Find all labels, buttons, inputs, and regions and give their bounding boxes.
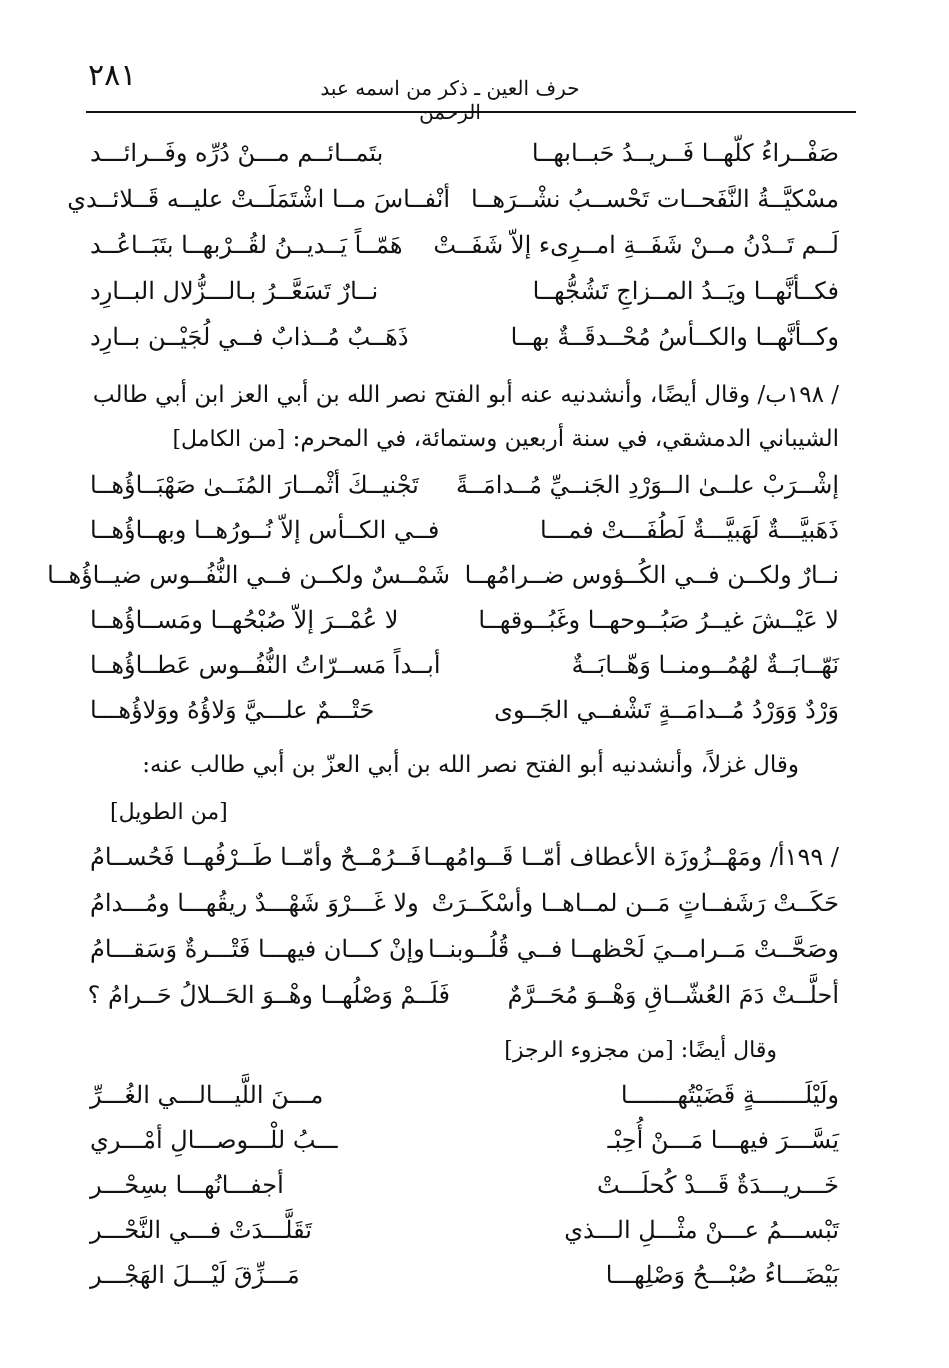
verse-right: لَــم تَــدْنُ مــنْ شَفَــةِ امــرِىء إلاّ شَفَــتْ	[433, 231, 839, 259]
verse-left: ذَهَــبٌ مُــذابٌ فــي لُجَيْــن بــارِد	[90, 323, 409, 351]
verse-right: ولَيْلَـــــــةٍ قَضَيْتُهـــــــا	[620, 1081, 839, 1109]
verse-right: يَسَّـــرَ فيهـــا مَـــنْ أُحِبْـ	[607, 1126, 839, 1154]
verse-left: تَقَلَّـــدَتْ فـــي النَّحْـــر	[90, 1216, 312, 1244]
verse-right: / ١٩٩أ/ ومَهْــزُوزَة الأعطاف أمّــا قَــوامُهــا	[423, 843, 839, 871]
verse-left: أجفـــانُهـــا بسِحْـــر	[90, 1171, 284, 1199]
meter-label: [من الكامل]	[172, 427, 286, 452]
verse-left: حَتْـــمٌ علـــيَّ وَلاؤُهُ ووَلاؤُهـــا	[90, 696, 375, 724]
verse-right: وكــأنَّهــا والكــأسُ مُحْــدقَــةٌ بهــا	[510, 323, 839, 351]
verse-left: ـــبُ للْـــوصـــالِ أمْـــري	[90, 1126, 338, 1154]
verse-left: مـــنَ اللَّيـــالـــي الغُـــرِّ	[90, 1081, 324, 1109]
verse-right: مسْكيَّــةُ النَّفَحــات تَحْســبُ نشْــرَهــا	[470, 185, 839, 213]
verse-left: نــارٌ تَسَعَّــرُ بـالـــزُّلال البــارِد	[90, 277, 379, 305]
verse-right: وصَحَّــتْ مَــرامــيَ لَحْظهــا فــي قُلُــوبنــا	[428, 935, 839, 963]
verse-right: فكــأنَّهــا ويَــدُ المــزاجِ تَشُجُّهــا	[532, 277, 839, 305]
verse-right: نَهّــابَــةٌ لهُمُــومنــا وَهّــابَــةٌ	[571, 651, 839, 679]
verse-right: ذَهَبيَّـــةٌ لَهَبيَّـــةٌ لَطُفَـــتْ فمـــا	[539, 516, 839, 544]
verse-left: فَلَــمْ وَصْلُهــا وهْــوَ الحَــلالُ حَــرامُ ؟	[87, 981, 450, 1009]
verse-right: خَـــريـــدَةٌ قَـــدْ كُحلَـــتْ	[596, 1171, 839, 1199]
prose-line	[94, 416, 839, 462]
meter-label: [من مجزوء الرجز]	[504, 1038, 674, 1063]
verse-left: ولا غَـــرْوَ شَهْـــدٌ ريقُهـــا ومُـــدامُ	[90, 889, 419, 917]
running-head: حرف العين ـ ذكر من اسمه عبد الرحمن	[320, 76, 580, 124]
verse-right: وَرْدٌ وَوَرْدُ مُــدامَــةٍ تَشْفــي الجَــوى	[494, 696, 839, 724]
verse-left: شَمْــسٌ ولكــن فــي النُّفُــوس ضيــاؤُهــا	[47, 561, 450, 589]
verse-left: بتَمــائــم مـــنْ دُرِّه وفَــرائـــد	[90, 139, 384, 167]
verse-right: تَبْســـمُ عـــنْ مثْـــلِ الـــذي	[564, 1216, 839, 1244]
prose-text: وقال أيضًا:	[680, 1038, 777, 1063]
verse-left: وإنْ كـــان فيهـــا فَتْـــرةٌ وَسَقـــامُ	[90, 935, 425, 963]
verse-right: حَكَــتْ رَشَفــاتٍ مَــن لمــاهــا وأسْكَــرَتْ	[431, 889, 839, 917]
verse-left: فــي الكــأس إلاّ نُــورُهــا وبهــاؤُهــا	[90, 516, 440, 544]
verse-left: مَـــزِّقَ لَيْـــلَ الهَجْـــر	[90, 1261, 300, 1289]
prose-line	[504, 1028, 777, 1074]
verse-left: فَــرُمْــحٌ وأمّــا طَــرْفُهــا فَحُســامُ	[90, 843, 422, 871]
verse-right: صَفْــراءُ كلّهــا فَــريــدُ حَبــابهــا	[531, 139, 839, 167]
verse-left: لا عُمْــرَ إلاّ صُبْحُهــا ومَســاؤُهــا	[90, 606, 399, 634]
verse-right: أحلَّــتْ دَمَ العُشّــاقِ وَهْــوَ مُحَــرَّمٌ	[507, 981, 839, 1009]
verse-left: تَجْنيــكَ أثْمــارَ المُنَــىٰ صَهْبَــاؤُهــا	[90, 471, 419, 499]
verse-right: إشْــرَبْ علــىٰ الــوَرْدِ الجَنــيِّ مُــدامَــةً	[456, 471, 839, 499]
verse-right: لا عَيْــشَ غيــرُ صَبُــوحهــا وغَبُــوقهــا	[478, 606, 839, 634]
verse-left: هَمّــاً يَــديــنُ لقُــرْبهــا بتَبَــاعُــد	[90, 231, 403, 259]
page-number: ٢٨١	[88, 58, 137, 93]
verse-right: نــارٌ ولكــن فــي الكُــؤوس ضــرامُهــا	[464, 561, 839, 589]
prose-line: وقال غزلاً، وأنشدنيه أبو الفتح نصر الله بن أبي العزّ بن أبي طالب عنه:	[142, 752, 799, 778]
meter-label: [من الطويل]	[110, 800, 228, 825]
verse-left: أبــداً مَســرّاتُ النُّفُــوس عَطــاؤُهــا	[90, 651, 441, 679]
prose-line: / ١٩٨ب/ وقال أيضًا، وأنشدنيه عنه أبو الفتح نصر الله بن أبي العز ابن أبي طالب	[92, 382, 839, 408]
verse-right: بَيْضَـــاءُ صُبْـــحُ وَصْلِهـــا	[605, 1261, 839, 1289]
prose-text: الشيباني الدمشقي، في سنة أربعين وستمائة، في المحرم:	[292, 426, 839, 452]
verse-left: أنْفــاسَ مــا اشْتَمَلَــتْ عليــه قَــلائــدي	[67, 185, 450, 213]
header-rule	[86, 111, 856, 113]
